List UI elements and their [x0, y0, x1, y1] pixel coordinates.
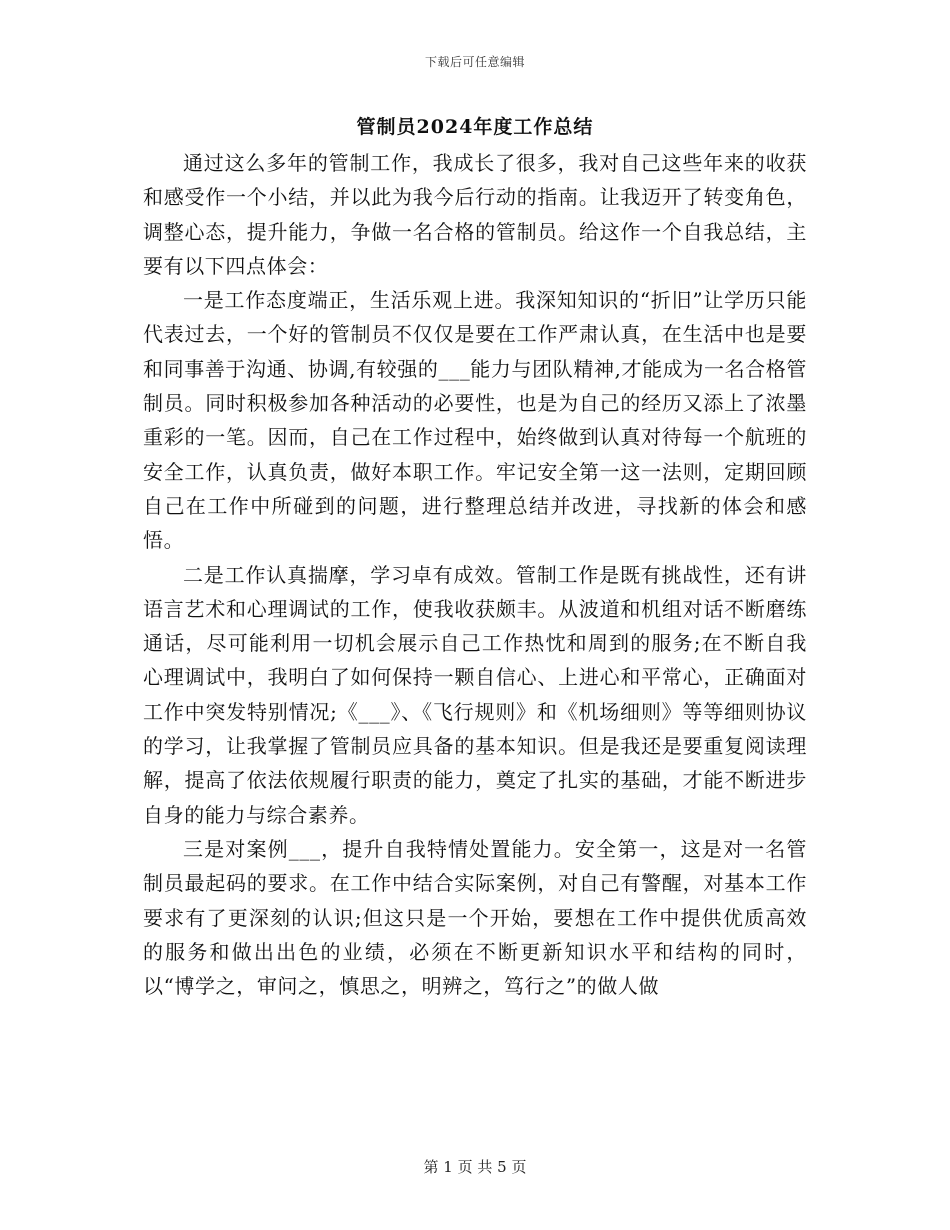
paragraph-point-one: 一是工作态度端正，生活乐观上进。我深知知识的“折旧”让学历只能代表过去，一个好的管制员不仅仅是要在工作严肃认真，在生活中也是要和同事善于沟通、协调,有较强的___能力与团队精神,才能成为一名合格管制员。同时积极参加各种活动的必要性，也是为自己的经历又添上了浓墨重彩的一笔。因而，自己在工作过程中，始终做到认真对待每一个航班的安全工作，认真负责，做好本职工作。牢记安全第一这一法则，定期回顾自己在工作中所碰到的问题，进行整理总结并改进，寻找新的体会和感悟。 [143, 288, 807, 553]
paragraph-intro: 通过这么多年的管制工作，我成长了很多，我对自己这些年来的收获和感受作一个小结，并以此为我今后行动的指南。让我迈开了转变角色，调整心态，提升能力，争做一名合格的管制员。给这作一个自我总结，主要有以下四点体会： [143, 151, 807, 278]
paragraph-point-two: 二是工作认真揣摩，学习卓有成效。管制工作是既有挑战性，还有讲语言艺术和心理调试的工作，使我收获颇丰。从波道和机组对话不断磨练通话，尽可能利用一切机会展示自己工作热忱和周到的服务;在不断自我心理调试中，我明白了如何保持一颗自信心、上进心和平常心，正确面对工作中突发特别情况;《___》、《飞行规则》和《机场细则》等等细则协议的学习，让我掌握了管制员应具备的基本知识。但是我还是要重复阅读理解，提高了依法依规履行职责的能力，奠定了扎实的基础，才能不断进步自身的能力与综合素养。 [143, 562, 807, 827]
page-number: 第 1 页 共 5 页 [423, 1158, 527, 1176]
download-note: 下载后可任意编辑 [424, 55, 525, 69]
paragraph-point-three: 三是对案例___，提升自我特情处置能力。安全第一，这是对一名管制员最起码的要求。在工作中结合实际案例，对自己有警醒，对基本工作要求有了更深刻的认识;但这只是一个开始，要想在工作中提供优质高效的服务和做出出色的业绩，必须在不断更新知识水平和结构的同时，以“博学之，审问之，慎思之，明辨之，笃行之”的做人做 [143, 836, 807, 999]
document-title: 管制员2024年度工作总结 [356, 116, 594, 138]
document-body [143, 146, 807, 1003]
